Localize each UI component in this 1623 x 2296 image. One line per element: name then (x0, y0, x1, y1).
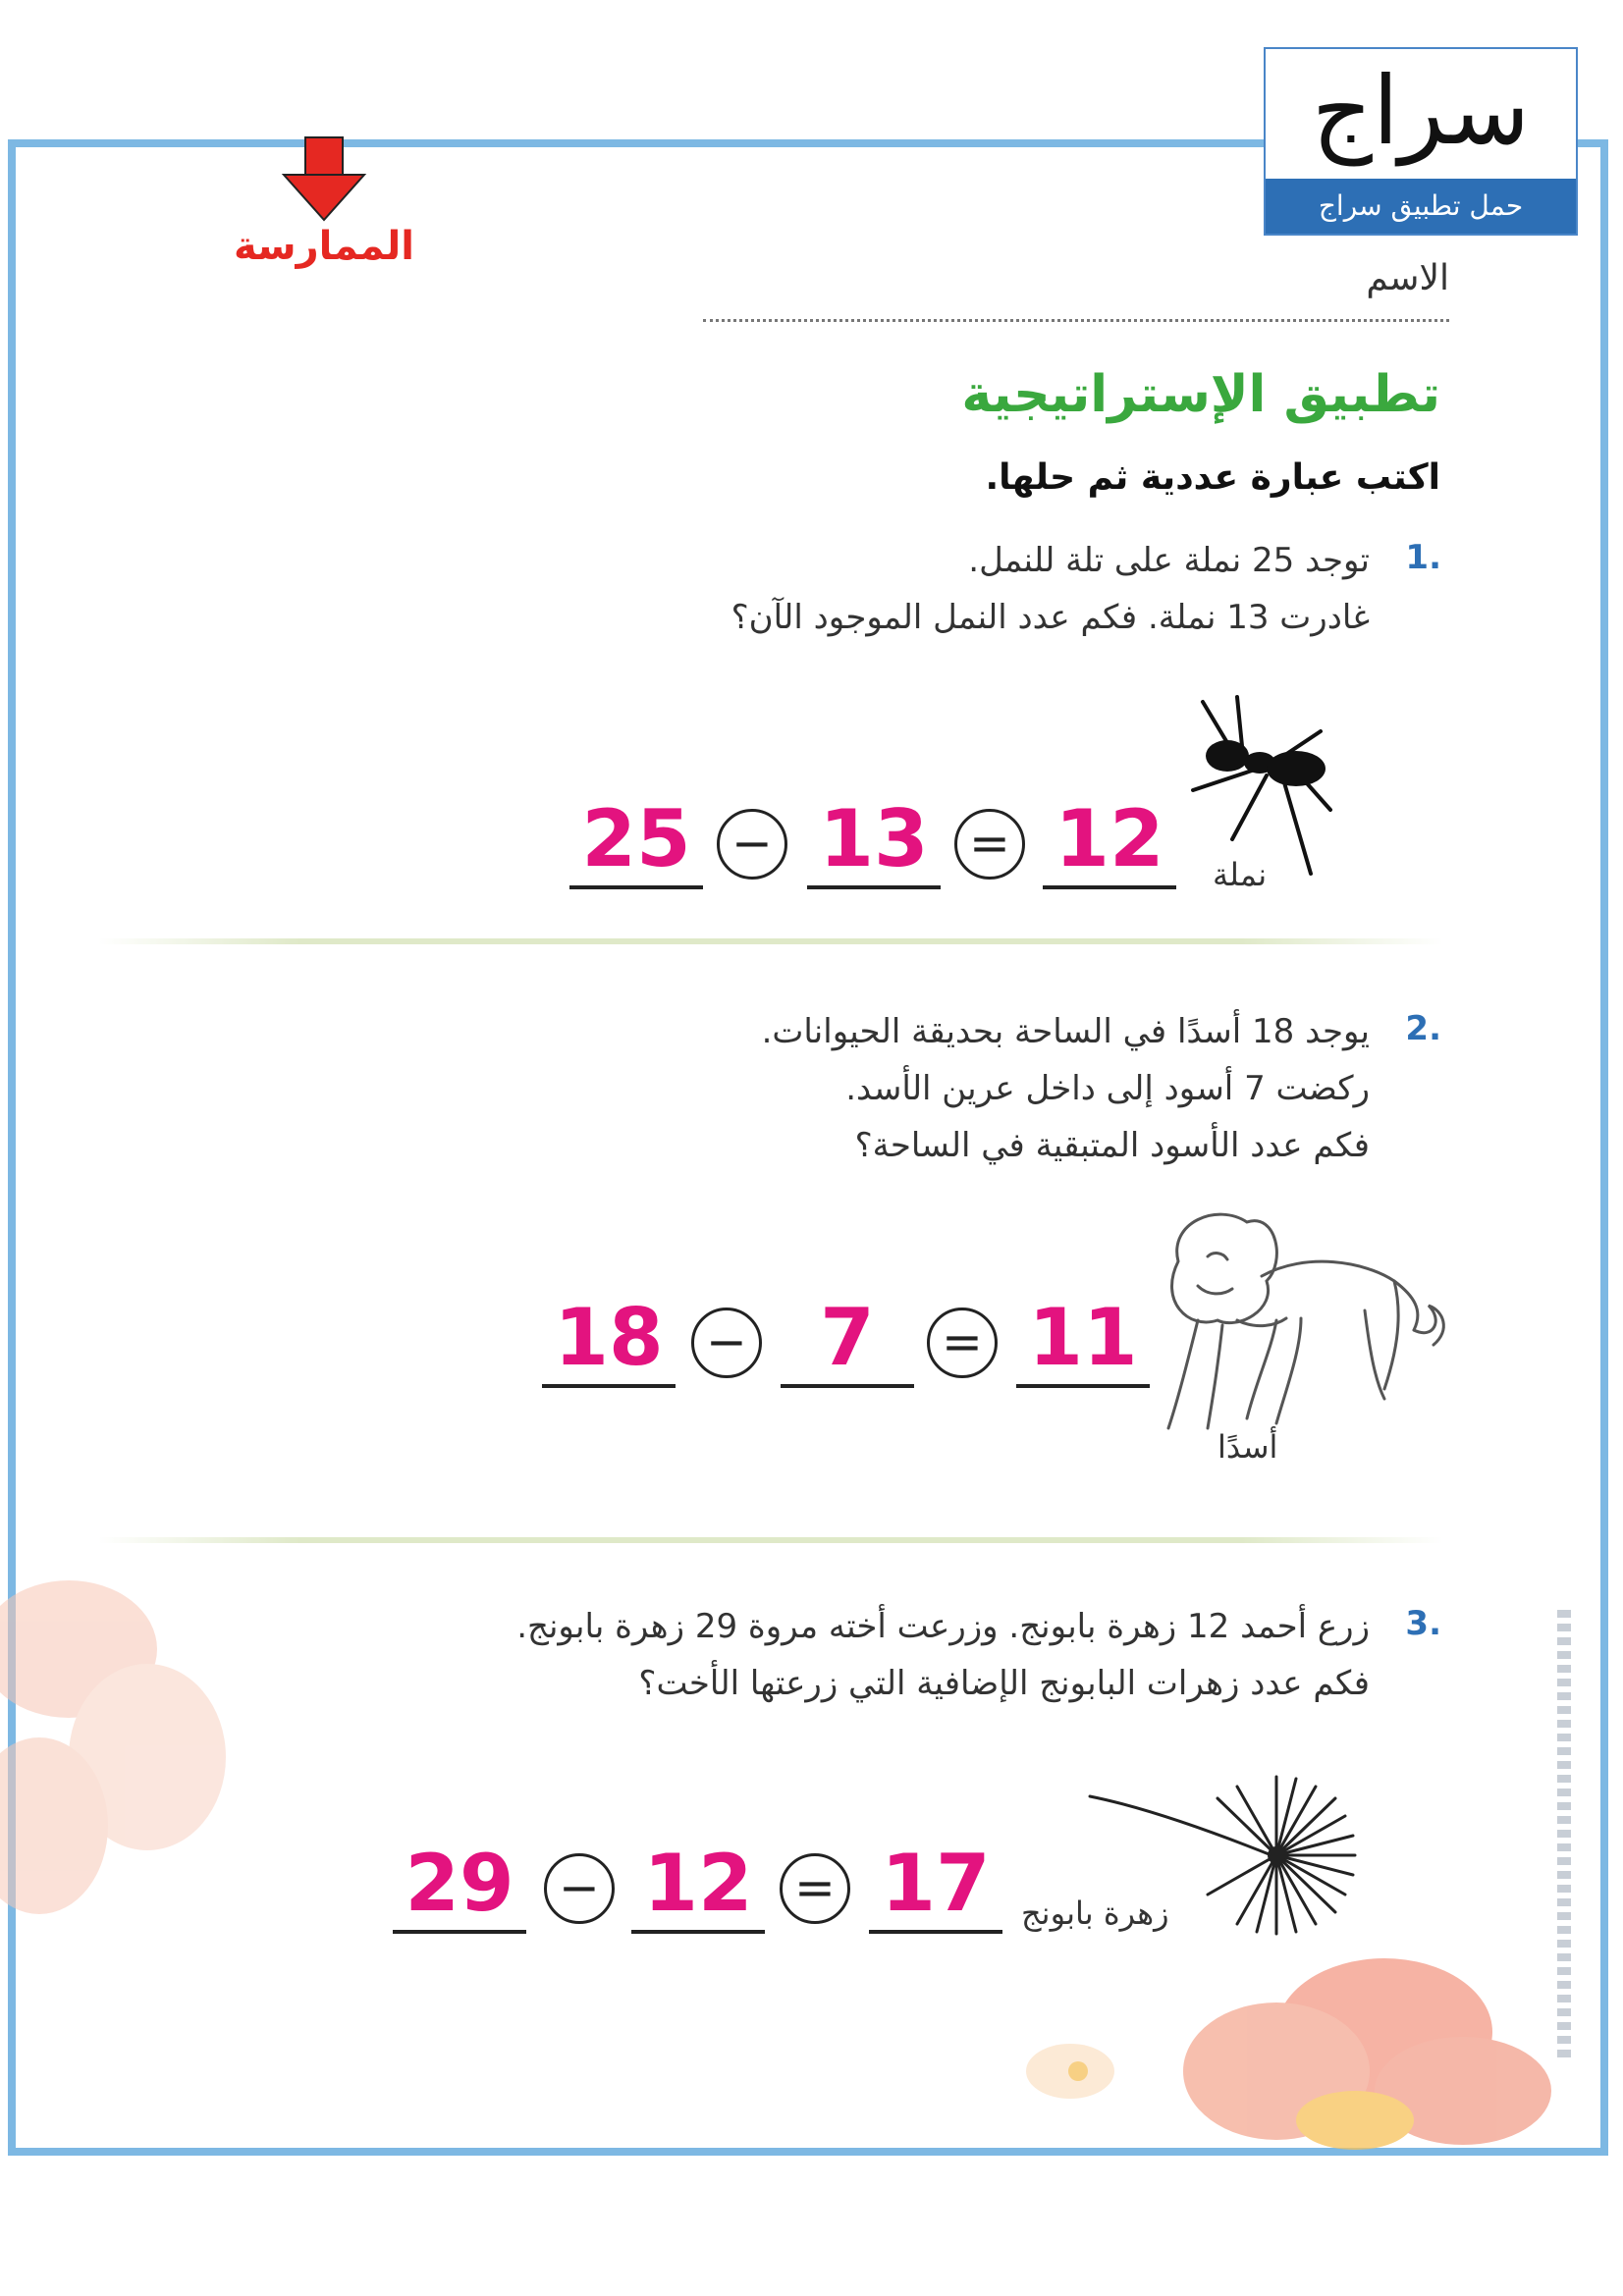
problem-3-minus-sign: − (544, 1853, 615, 1924)
problem-1-number: 1. (1405, 538, 1441, 577)
practice-label: الممارسة (233, 224, 414, 269)
problem-3-line-2: فكم عدد زهرات البابونج الإضافية التي زرعتها الأخت؟ (638, 1664, 1370, 1703)
logo-tagline: حمل تطبيق سراج (1266, 179, 1576, 234)
problem-3-line-1: زرع أحمد 12 زهرة بابونج. وزرعت أخته مروة 29 زهرة بابونج. (516, 1607, 1370, 1646)
problem-3-second-number[interactable]: 12 (631, 1840, 765, 1934)
problem-3-unit: زهرة بابونج (1021, 1895, 1169, 1932)
problem-2-minus-sign: − (691, 1308, 762, 1378)
problem-2-line-2: ركضت 7 أسود إلى داخل عرين الأسد. (845, 1069, 1370, 1108)
name-field[interactable] (703, 250, 1449, 322)
practice-marker (216, 137, 432, 269)
problem-1-minus-sign: − (717, 809, 787, 880)
lion-icon (1139, 1202, 1453, 1448)
siraj-logo (1264, 47, 1578, 236)
problem-2-second-number[interactable]: 7 (781, 1294, 914, 1388)
problem-1-line-2: غادرت 13 نملة. فكم عدد النمل الموجود الآن؟ (730, 598, 1370, 637)
divider-2 (98, 1537, 1443, 1543)
down-arrow-icon (280, 137, 368, 222)
problem-3-text (516, 1598, 1370, 1712)
problem-2-unit: أسدًا (1217, 1428, 1278, 1466)
problem-1-text (731, 532, 1370, 646)
ant-icon (1173, 692, 1340, 879)
problem-2-equals-sign: = (927, 1308, 998, 1378)
divider-1 (98, 938, 1443, 944)
logo-word: سراج (1311, 56, 1531, 166)
problem-1-line-1: توجد 25 نملة على تلة للنمل. (968, 541, 1370, 580)
problem-2-line-1: يوجد 18 أسدًا في الساحة بحديقة الحيوانات. (761, 1012, 1370, 1051)
instruction: اكتب عبارة عددية ثم حلها. (985, 457, 1440, 498)
problem-1-first-number[interactable]: 25 (569, 795, 703, 889)
problem-1-equals-sign: = (954, 809, 1025, 880)
problem-3-first-number[interactable]: 29 (393, 1840, 526, 1934)
problem-2-number: 2. (1405, 1009, 1441, 1048)
problem-2-first-number[interactable]: 18 (542, 1294, 676, 1388)
page-title: تطبيق الإستراتيجية (961, 365, 1440, 424)
problem-1-answer[interactable]: 12 (1043, 795, 1176, 889)
flower-decoration-left (0, 1531, 255, 1944)
problem-1-unit: نملة (1213, 856, 1268, 893)
name-label: الاسم (1366, 258, 1449, 298)
problem-2-line-3: فكم عدد الأسود المتبقية في الساحة؟ (854, 1126, 1370, 1165)
problem-1-second-number[interactable]: 13 (807, 795, 941, 889)
problem-2-answer[interactable]: 11 (1016, 1294, 1150, 1388)
problem-3-answer[interactable]: 17 (869, 1840, 1002, 1934)
problem-3-equals-sign: = (780, 1853, 850, 1924)
problem-2-text (762, 1003, 1370, 1174)
problem-3-number: 3. (1405, 1604, 1441, 1643)
flower-decoration-bottom (1031, 1924, 1561, 2150)
